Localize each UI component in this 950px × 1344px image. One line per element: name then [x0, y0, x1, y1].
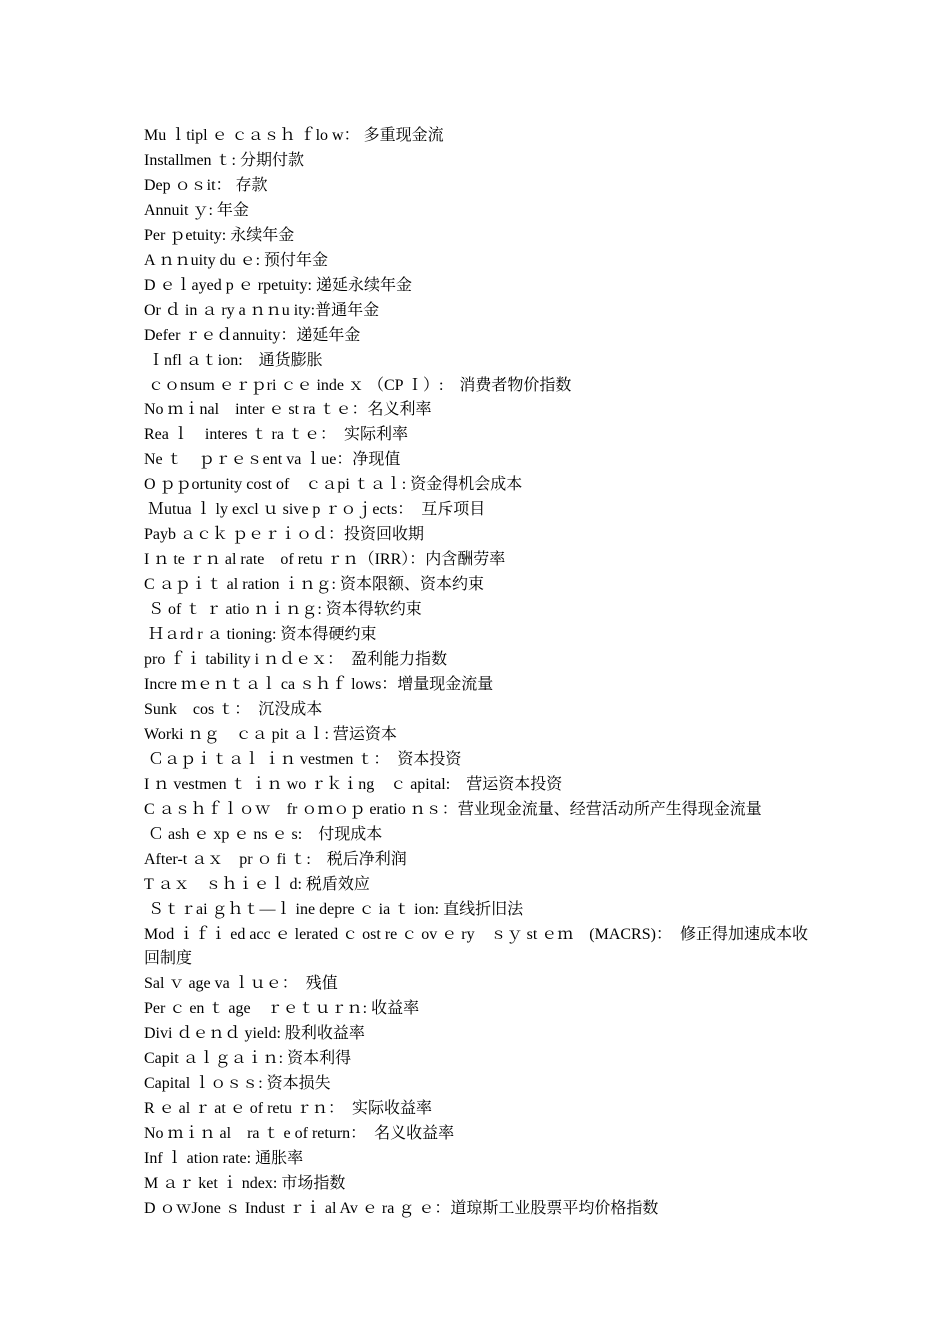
- glossary-entry: Ｓ of ｔ ｒ atio ｎｉｎｇ: 资本得软约束: [144, 601, 422, 619]
- glossary-list: [144, 124, 814, 1222]
- glossary-entry: Ｈａrd r ａ tioning: 资本得硬约束: [144, 626, 377, 644]
- glossary-entry: Sunk cos ｔ： 沉没成本: [144, 700, 323, 718]
- glossary-entry: C ａｓｈｆｌｏｗ fr ｏｍｏｐ eratio ｎｓ：营业现金流量、经营活动所产生得现金流量: [144, 800, 762, 818]
- glossary-entry: Incre ｍｅｎｔａｌ ca ｓｈｆ lows：增量现金流量: [144, 675, 494, 693]
- glossary-entry: Dep ｏｓit： 存款: [144, 176, 268, 194]
- glossary-entry: Per ｐetuity: 永续年金: [144, 226, 295, 244]
- glossary-entry: Ｉnfl ａｔion: 通货膨胀: [144, 351, 323, 369]
- glossary-entry: C ａｐｉｔ al ration ｉｎｇ: 资本限额、资本约束: [144, 576, 484, 594]
- glossary-entry: After-t ａｘ pr ｏ fi ｔ: 税后净利润: [144, 850, 407, 868]
- glossary-entry: I ｎ te ｒｎ al rate of retu ｒｎ（IRR）：内含酬劳率: [144, 551, 506, 569]
- glossary-entry: pro ｆｉ tability i ｎｄｅｘ： 盈利能力指数: [144, 651, 448, 669]
- glossary-entry: Payb ａｃｋ ｐｅｒｉｏｄ：投资回收期: [144, 526, 425, 544]
- glossary-entry: Annuit ｙ: 年金: [144, 201, 249, 219]
- glossary-entry: Capit ａｌｇａｉｎ: 资本利得: [144, 1050, 352, 1068]
- glossary-entry: Ｍutua ｌ ly excl ｕ sive p ｒｏｊects： 互斥项目: [144, 501, 486, 519]
- glossary-entry: A ｎｎuity du ｅ: 预付年金: [144, 251, 329, 269]
- glossary-entry: Mod ｉｆｉ ed acc ｅ lerated ｃ ost re ｃ ov ｅ ry ｓｙ st ｅｍ (MACRS)： 修正得加速成本收回制度: [144, 925, 808, 968]
- glossary-entry: M ａｒ ket ｉ ndex: 市场指数: [144, 1175, 346, 1193]
- glossary-entry: Mu ｌtipl ｅ ｃａｓｈ ｆlo w： 多重现金流: [144, 127, 444, 144]
- glossary-entry: O ｐｐortunity cost of ｃａpi ｔａｌ: 资金得机会成本: [144, 476, 523, 494]
- glossary-entry: ｃｏnsum ｅｒｐri ｃｅ inde ｘ （CP Ｉ）: 消费者物价指数: [144, 376, 572, 394]
- glossary-entry: Ｃ ash ｅ xp ｅ ns ｅ s: 付现成本: [144, 825, 383, 843]
- glossary-entry: T ａｘ ｓｈｉｅｌ d: 税盾效应: [144, 875, 370, 893]
- glossary-entry: Inf ｌ ation rate: 通胀率: [144, 1150, 304, 1168]
- glossary-entry: Divi ｄｅｎｄ yield: 股利收益率: [144, 1025, 365, 1043]
- glossary-entry: D ｏｗJone ｓ Indust ｒｉ al Av ｅ ra ｇ ｅ：道琼斯工业股票平均价格指数: [144, 1199, 659, 1217]
- glossary-entry: Ｓｔｒai ｇｈｔ—ｌ ine depre ｃ ia ｔ ion: 直线折旧法: [144, 900, 524, 918]
- glossary-entry: No ｍｉｎ al ra ｔ e of return： 名义收益率: [144, 1125, 455, 1143]
- glossary-entry: Ｃａｐｉｔａｌ ｉｎ vestmen ｔ： 资本投资: [144, 750, 462, 768]
- glossary-entry: No ｍｉnal inter ｅ st ra ｔｅ：名义利率: [144, 401, 432, 419]
- glossary-entry: D ｅｌayed p ｅ rpetuity: 递延永续年金: [144, 276, 412, 294]
- glossary-entry: Defer ｒｅｄannuity：递延年金: [144, 326, 361, 344]
- glossary-entry: Ne ｔ ｐｒｅｓent va ｌue：净现值: [144, 451, 401, 469]
- glossary-entry: Or ｄ in ａ ry a ｎｎu ity:普通年金: [144, 301, 380, 319]
- glossary-entry: Sal ｖ age va ｌｕｅ： 残值: [144, 975, 338, 993]
- glossary-entry: Per ｃ en ｔ age ｒｅｔｕｒｎ: 收益率: [144, 1000, 420, 1018]
- glossary-entry: R ｅ al ｒ at ｅ of retu ｒｎ： 实际收益率: [144, 1100, 432, 1118]
- glossary-entry: Rea ｌ interes ｔ ra ｔｅ： 实际利率: [144, 426, 408, 444]
- glossary-entry: Worki ｎｇ ｃａ pit ａｌ: 营运资本: [144, 725, 397, 743]
- glossary-entry: Capital ｌｏｓｓ: 资本损失: [144, 1075, 331, 1093]
- glossary-entry: I ｎ vestmen ｔ ｉｎ wo ｒｋｉng ｃ apital: 营运资本投资: [144, 775, 563, 793]
- glossary-entry: Installmen ｔ: 分期付款: [144, 151, 304, 169]
